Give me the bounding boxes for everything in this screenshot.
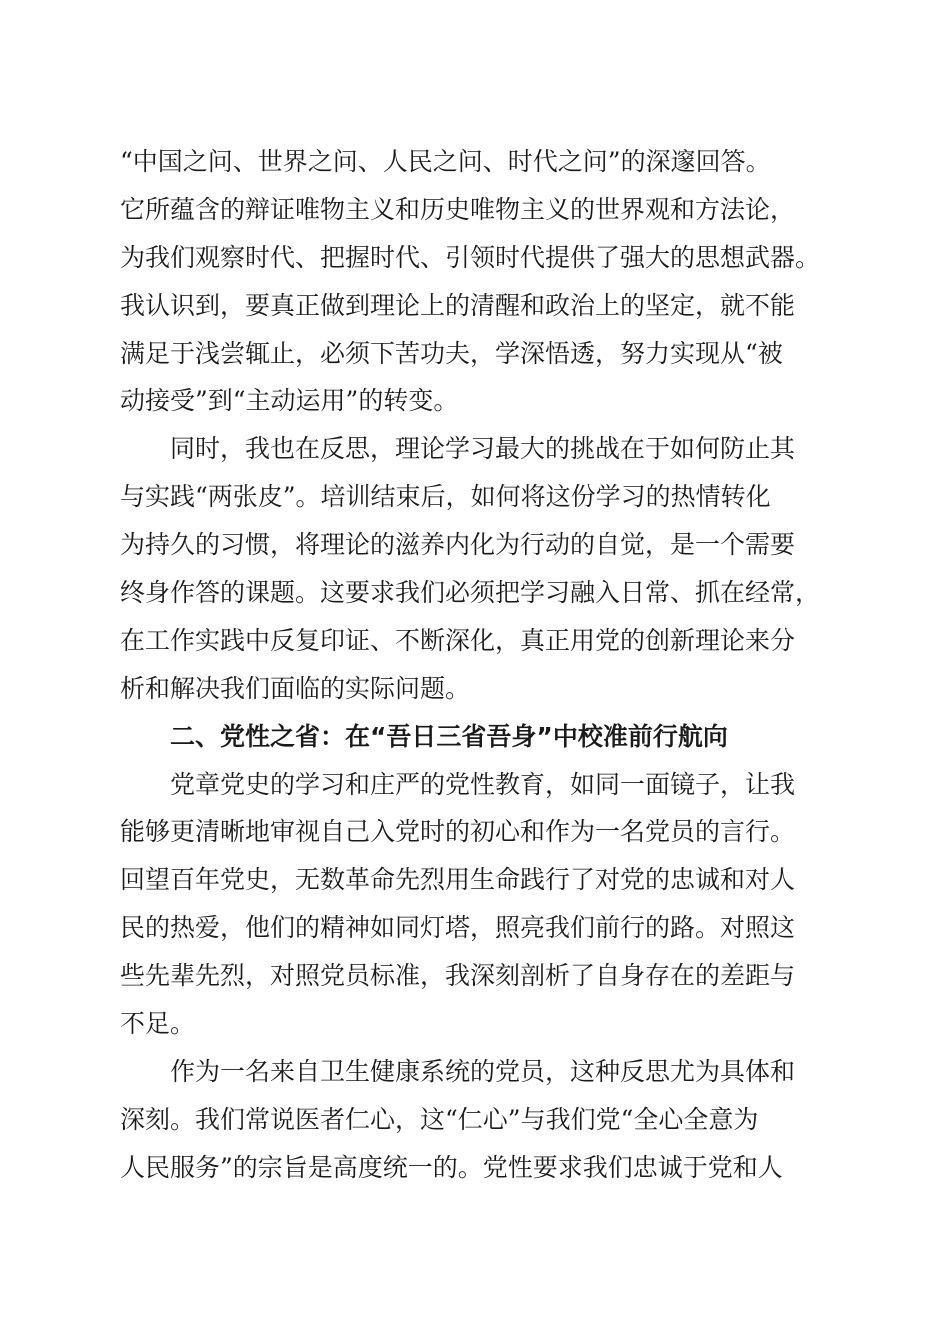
text-line: 为我们观察时代、把握时代、引领时代提供了强大的思想武器。 <box>120 242 821 272</box>
text-line: 民的热爱，他们的精神如同灯塔，照亮我们前行的路。对照这 <box>120 913 796 943</box>
text-line: 析和解决我们面临的实际问题。 <box>120 673 471 703</box>
text-line: 为持久的习惯，将理论的滋养内化为行动的自觉，是一个需要 <box>120 530 796 560</box>
text-line: 终身作答的课题。这要求我们必须把学习融入日常、抓在经常， <box>120 578 821 608</box>
text-line: 它所蕴含的辩证唯物主义和历史唯物主义的世界观和方法论， <box>120 194 796 224</box>
text-line: 我认识到，要真正做到理论上的清醒和政治上的坚定，就不能 <box>120 290 796 320</box>
text-line: 不足。 <box>120 1009 196 1039</box>
text-line: 回望百年党史，无数革命先烈用生命践行了对党的忠诚和对人 <box>120 865 796 895</box>
paragraph-first-line: 作为一名来自卫生健康系统的党员，这种反思尤为具体和 <box>170 1056 796 1086</box>
paragraph-first-line: 党章党史的学习和庄严的党性教育，如同一面镜子，让我 <box>170 769 796 799</box>
paragraph-first-line: 同时，我也在反思，理论学习最大的挑战在于如何防止其 <box>170 434 796 464</box>
document-body <box>120 138 840 1192</box>
text-line: 能够更清晰地审视自己入党时的初心和作为一名党员的言行。 <box>120 817 796 847</box>
text-line: 深刻。我们常说医者仁心，这“仁心”与我们党“全心全意为 <box>120 1104 759 1134</box>
text-line: 与实践“两张皮”。培训结束后，如何将这份学习的热情转化 <box>120 482 771 512</box>
text-line: 在工作实践中反复印证、不断深化，真正用党的创新理论来分 <box>120 625 796 655</box>
text-line: 人民服务”的宗旨是高度统一的。党性要求我们忠诚于党和人 <box>120 1152 783 1182</box>
text-line: “中国之问、世界之问、人民之问、时代之问”的深邃回答。 <box>120 147 771 176</box>
text-line: 满足于浅尝辄止，必须下苦功夫，学深悟透，努力实现从“被 <box>120 338 783 368</box>
text-line: 动接受”到“主动运用”的转变。 <box>120 386 459 416</box>
section-heading: 二、党性之省：在“吾日三省吾身”中校准前行航向 <box>170 721 728 751</box>
text-line: 些先辈先烈，对照党员标准，我深刻剖析了自身存在的差距与 <box>120 961 796 991</box>
